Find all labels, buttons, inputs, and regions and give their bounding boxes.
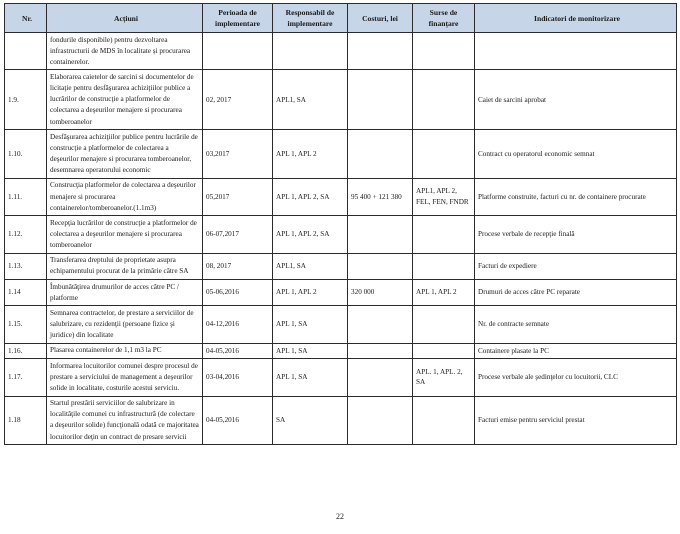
cell-nr: 1.16.	[5, 343, 47, 358]
column-header-actiuni: Acțiuni	[47, 4, 203, 33]
column-header-nr: Nr.	[5, 4, 47, 33]
cell-costuri: 95 400 + 121 380	[348, 178, 413, 215]
cell-indicatori: Facturi emise pentru serviciul prestat	[475, 396, 677, 445]
cell-indicatori: Facturi de expediere	[475, 253, 677, 279]
cell-responsabil: APL 1, SA	[273, 359, 348, 396]
cell-nr: 1.12.	[5, 216, 47, 253]
cell-indicatori: Drumuri de acces către PC reparate	[475, 280, 677, 306]
cell-perioada: 04-12,2016	[203, 306, 273, 343]
cell-actiuni: Plasarea containerelor de 1,1 m3 la PC	[47, 343, 203, 358]
cell-responsabil: APL 1, APL 2, SA	[273, 216, 348, 253]
cell-surse	[413, 33, 475, 70]
table-row	[5, 33, 677, 70]
cell-indicatori: Nr. de contracte semnate	[475, 306, 677, 343]
table-row	[5, 359, 677, 396]
cell-surse	[413, 130, 475, 179]
cell-perioada: 03,2017	[203, 130, 273, 179]
cell-indicatori: Caiet de sarcini aprobat	[475, 70, 677, 130]
table-header	[5, 4, 677, 33]
cell-responsabil: APL1, SA	[273, 253, 348, 279]
cell-nr: 1.11.	[5, 178, 47, 215]
cell-nr: 1.9.	[5, 70, 47, 130]
cell-surse	[413, 396, 475, 445]
table-row	[5, 178, 677, 215]
table-row	[5, 216, 677, 253]
cell-responsabil: APL 1, APL 2	[273, 280, 348, 306]
table-row	[5, 396, 677, 445]
cell-actiuni: Recepţia lucrărilor de construcţie a platformelor de colectarea a deşeurilor menajere si procurarea tomberoanelor	[47, 216, 203, 253]
cell-surse	[413, 343, 475, 358]
cell-perioada: 04-05,2016	[203, 343, 273, 358]
cell-responsabil	[273, 33, 348, 70]
cell-nr: 1.18	[5, 396, 47, 445]
cell-surse	[413, 306, 475, 343]
cell-actiuni: Îmbunătăţirea drumurilor de acces către PC / platforme	[47, 280, 203, 306]
cell-indicatori: Platforme construite, facturi cu nr. de containere procurate	[475, 178, 677, 215]
cell-costuri	[348, 216, 413, 253]
cell-costuri	[348, 70, 413, 130]
cell-indicatori: Contract cu operatorul economic semnat	[475, 130, 677, 179]
cell-responsabil: APL 1, SA	[273, 306, 348, 343]
column-header-indicatori: Indicatori de monitorizare	[475, 4, 677, 33]
cell-perioada: 03-04,2016	[203, 359, 273, 396]
table-row	[5, 343, 677, 358]
cell-nr: 1.15.	[5, 306, 47, 343]
cell-responsabil: APL 1, APL 2, SA	[273, 178, 348, 215]
cell-surse	[413, 216, 475, 253]
cell-perioada: 08, 2017	[203, 253, 273, 279]
cell-costuri: 320 000	[348, 280, 413, 306]
cell-perioada	[203, 33, 273, 70]
cell-costuri	[348, 343, 413, 358]
cell-responsabil: APL1, SA	[273, 70, 348, 130]
cell-actiuni: Construcţia platformelor de colectarea a deşeurilor menajere si procurarea containerelor/tomberoanelor.(1.1m3)	[47, 178, 203, 215]
cell-perioada: 05-06,2016	[203, 280, 273, 306]
cell-surse: APL. 1, APL. 2, SA	[413, 359, 475, 396]
table-header-row	[5, 4, 677, 33]
cell-indicatori	[475, 33, 677, 70]
cell-nr: 1.13.	[5, 253, 47, 279]
cell-costuri	[348, 306, 413, 343]
cell-perioada: 02, 2017	[203, 70, 273, 130]
cell-costuri	[348, 359, 413, 396]
column-header-responsabil: Responsabil de implementare	[273, 4, 348, 33]
table-row	[5, 130, 677, 179]
cell-perioada: 04-05,2016	[203, 396, 273, 445]
table-row	[5, 253, 677, 279]
table-row	[5, 70, 677, 130]
column-header-costuri: Costuri, lei	[348, 4, 413, 33]
page-number: 22	[336, 512, 344, 521]
cell-actiuni: Semnarea contractelor, de prestare a serviciilor de salubrizare, cu rezidenţii (persoane fizice şi juridice) din localitate	[47, 306, 203, 343]
cell-surse: APL 1, APL 2	[413, 280, 475, 306]
cell-actiuni: Startul prestării serviciilor de salubrizare in localităţile comunei cu infrastructură (de colectare a deşeurilor solide) funcţională odată ce majoritatea locuitorilor deţin un contract de presare servicii	[47, 396, 203, 445]
cell-actiuni: Transferarea dreptului de proprietate asupra echipamentului procurat de la primărie către SA	[47, 253, 203, 279]
cell-responsabil: APL 1, APL 2	[273, 130, 348, 179]
cell-nr: 1.10.	[5, 130, 47, 179]
column-header-surse: Surse de finanțare	[413, 4, 475, 33]
column-header-perioada: Perioada de implementare	[203, 4, 273, 33]
cell-nr: 1.17.	[5, 359, 47, 396]
cell-surse	[413, 253, 475, 279]
cell-actiuni: fondurile disponibile) pentru dezvoltarea infrastructurii de MDS în localitate și procurarea containerelor.	[47, 33, 203, 70]
table-body	[5, 33, 677, 445]
cell-indicatori: Procese verbale de recepţie finală	[475, 216, 677, 253]
cell-actiuni: Elaborarea caietelor de sarcini si documentelor de licitaţie pentru desfăşurarea achiziţiilor publice a lucrărilor de construcţie a platformelor de colectarea a deşeurilor menajere si procurarea tomberoanelor	[47, 70, 203, 130]
cell-actiuni: Desfăşurarea achiziţiilor publice pentru lucrările de construcţie a platformelor de colectarea a deşeurilor menajere si procurarea tomberoanelor, desemnarea operatorului economic	[47, 130, 203, 179]
cell-nr	[5, 33, 47, 70]
cell-indicatori: Procese verbale ale şedinţelor cu locuitorii, CLC	[475, 359, 677, 396]
cell-indicatori: Containere plasate la PC	[475, 343, 677, 358]
cell-costuri	[348, 130, 413, 179]
cell-actiuni: Informarea locuitorilor comunei despre procesul de prestare a serviciului de management a deşeurilor solide in localitate, costurile acestui serviciu.	[47, 359, 203, 396]
table-row	[5, 280, 677, 306]
action-plan-table	[4, 3, 677, 445]
cell-responsabil: SA	[273, 396, 348, 445]
cell-responsabil: APL 1, SA	[273, 343, 348, 358]
cell-costuri	[348, 33, 413, 70]
cell-nr: 1.14	[5, 280, 47, 306]
table-row	[5, 306, 677, 343]
cell-costuri	[348, 253, 413, 279]
cell-perioada: 05,2017	[203, 178, 273, 215]
cell-perioada: 06-07,2017	[203, 216, 273, 253]
cell-surse	[413, 70, 475, 130]
cell-surse: APL1, APL 2, FEL, FEN, FNDR	[413, 178, 475, 215]
cell-costuri	[348, 396, 413, 445]
